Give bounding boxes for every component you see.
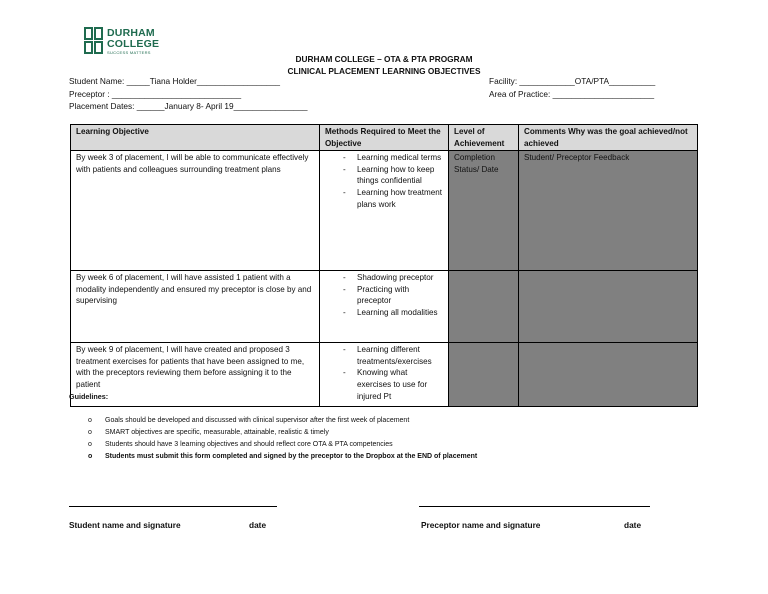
objective-cell: By week 6 of placement, I will have assisted 1 patient with a modality independently and ensured my preceptor is close by and supervising — [71, 271, 320, 343]
level-cell — [449, 343, 519, 407]
header-comments: Comments Why was the goal achieved/not achieved — [519, 125, 698, 151]
logo-line-1: DURHAM — [107, 27, 155, 39]
guidelines-list — [88, 415, 477, 463]
guideline-item: o Students must submit this form completed and signed by the preceptor to the Dropbox at the END of placement — [88, 451, 477, 463]
header-methods: Methods Required to Meet the Objective — [320, 125, 449, 151]
header-level: Level of Achievement — [449, 125, 519, 151]
method-item: - Learning different treatments/exercises — [325, 344, 443, 367]
preceptor-signature-label: Preceptor name and signature — [421, 520, 541, 530]
preceptor-signature-line — [419, 506, 650, 507]
student-name-field: Student Name: _____Tiana Holder__________________ — [69, 76, 280, 86]
method-item: - Knowing what exercises to use for injured Pt — [325, 367, 443, 402]
student-date-label: date — [249, 520, 267, 530]
objective-cell: By week 9 of placement, I will have created and proposed 3 treatment exercises for patients that have been assigned to me, with the preceptors reviewing them before assigning it to the patient — [71, 343, 320, 407]
logo-line-2: COLLEGE — [107, 38, 160, 50]
college-crest-icon — [84, 27, 104, 55]
level-cell: Completion Status/ Date — [449, 151, 519, 271]
comments-cell: Student/ Preceptor Feedback — [519, 151, 698, 271]
table-row — [71, 271, 698, 343]
comments-cell — [519, 343, 698, 407]
learning-objectives-table — [70, 124, 698, 407]
table-row — [71, 343, 698, 407]
method-item: - Learning how to keep things confidential — [325, 164, 443, 187]
methods-cell — [320, 343, 449, 407]
methods-cell — [320, 151, 449, 271]
methods-cell — [320, 271, 449, 343]
guideline-item: o SMART objectives are specific, measurable, attainable, realistic & timely — [88, 427, 477, 439]
header-learning-objective: Learning Objective — [71, 125, 320, 151]
comments-cell — [519, 271, 698, 343]
preceptor-field: Preceptor : ____________________________ — [69, 89, 242, 99]
objective-cell: By week 3 of placement, I will be able to communicate effectively with patients and colleagues surrounding treatment plans — [71, 151, 320, 271]
method-item: - Learning how treatment plans work — [325, 187, 443, 210]
placement-dates-field: Placement Dates: ______January 8- April 19________________ — [69, 101, 308, 111]
facility-field: Facility: ____________OTA/PTA__________ — [489, 76, 656, 86]
method-item: - Practicing with preceptor — [325, 284, 443, 307]
method-item: - Learning medical terms — [325, 152, 443, 164]
table-row — [71, 151, 698, 271]
guideline-item: o Goals should be developed and discussed with clinical supervisor after the first week of placement — [88, 415, 477, 427]
level-cell — [449, 271, 519, 343]
logo-tagline: SUCCESS MATTERS — [107, 50, 151, 55]
method-item: - Shadowing preceptor — [325, 272, 443, 284]
student-signature-label: Student name and signature — [69, 520, 181, 530]
guidelines-title: Guidelines: — [69, 392, 109, 401]
preceptor-date-label: date — [624, 520, 642, 530]
document-subtitle: CLINICAL PLACEMENT LEARNING OBJECTIVES — [287, 66, 481, 76]
method-item: - Learning all modalities — [325, 307, 443, 319]
area-of-practice-field: Area of Practice: ______________________ — [489, 89, 655, 99]
document-title: DURHAM COLLEGE – OTA & PTA PROGRAM — [295, 54, 473, 64]
student-signature-line — [69, 506, 277, 507]
table-header-row — [71, 125, 698, 151]
guideline-item: o Students should have 3 learning objectives and should reflect core OTA & PTA competencies — [88, 439, 477, 451]
